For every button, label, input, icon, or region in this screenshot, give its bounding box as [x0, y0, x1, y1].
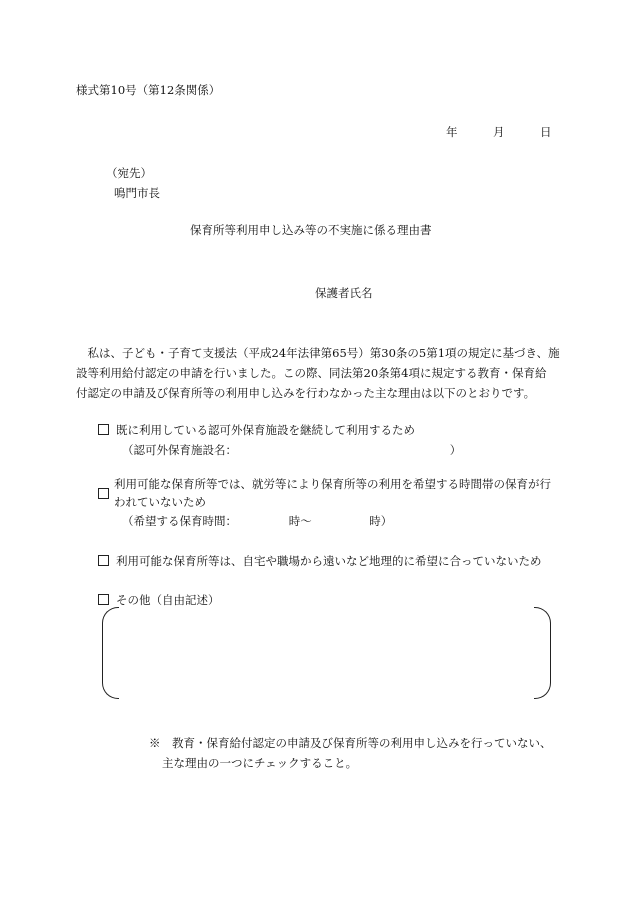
free-text-bracket-right	[534, 607, 551, 699]
document-title: 保育所等利用申し込み等の不実施に係る理由書	[190, 223, 432, 237]
option-geographic-label: 利用可能な保育所等は、自宅や職場から遠いなど地理的に希望に合っていないため	[116, 554, 542, 568]
footnote-line-2: 主な理由の一つにチェックすること。	[162, 756, 358, 770]
checkbox-continue-unlicensed[interactable]	[98, 424, 109, 435]
option-continue-unlicensed	[98, 422, 415, 438]
option-geographic	[98, 553, 542, 569]
footnote-line-1: ※ 教育・保育給付認定の申請及び保育所等の利用申し込みを行っていない、	[149, 736, 552, 750]
guardian-name-label: 保護者氏名	[315, 286, 373, 300]
date-day-label: 日	[540, 125, 552, 139]
checkbox-time-unavailable[interactable]	[98, 488, 109, 499]
option-other-label: その他（自由記述）	[116, 593, 220, 607]
desired-care-hours-field[interactable]: （希望する保育時間： 時～ 時）	[122, 514, 393, 528]
option-continue-unlicensed-label: 既に利用している認可外保育施設を継続して利用するため	[116, 423, 415, 437]
free-text-bracket-left	[102, 607, 119, 699]
body-line-2: 設等利用給付認定の申請を行いました。この際、同法第20条第4項に規定する教育・保育給	[76, 366, 547, 380]
addressee-name: 鳴門市長	[114, 186, 160, 200]
date-month-label: 月	[493, 125, 505, 139]
option-time-unavailable-line-2: われていないため	[114, 495, 206, 509]
option-time-unavailable	[114, 475, 551, 511]
body-line-1: 私は、子ども・子育て支援法（平成24年法律第65号）第30条の5第1項の規定に基づき、施	[76, 346, 560, 360]
free-text-area[interactable]	[124, 615, 524, 691]
option-other	[98, 592, 220, 608]
form-number: 様式第10号（第12条関係）	[76, 83, 221, 97]
body-line-3: 付認定の申請及び保育所等の利用申し込みを行わなかった主な理由は以下のとおりです。	[76, 386, 536, 400]
option-time-unavailable-line-1: 利用可能な保育所等では、就労等により保育所等の利用を希望する時間帯の保育が行	[114, 477, 551, 491]
unlicensed-facility-name-field[interactable]: （認可外保育施設名： ）	[122, 443, 462, 457]
addressee-label: （宛先）	[106, 166, 152, 180]
body-paragraph	[76, 343, 560, 403]
checkbox-geographic[interactable]	[98, 555, 109, 566]
footnote	[149, 733, 552, 773]
checkbox-other[interactable]	[98, 594, 109, 605]
date-year-label: 年	[446, 125, 458, 139]
